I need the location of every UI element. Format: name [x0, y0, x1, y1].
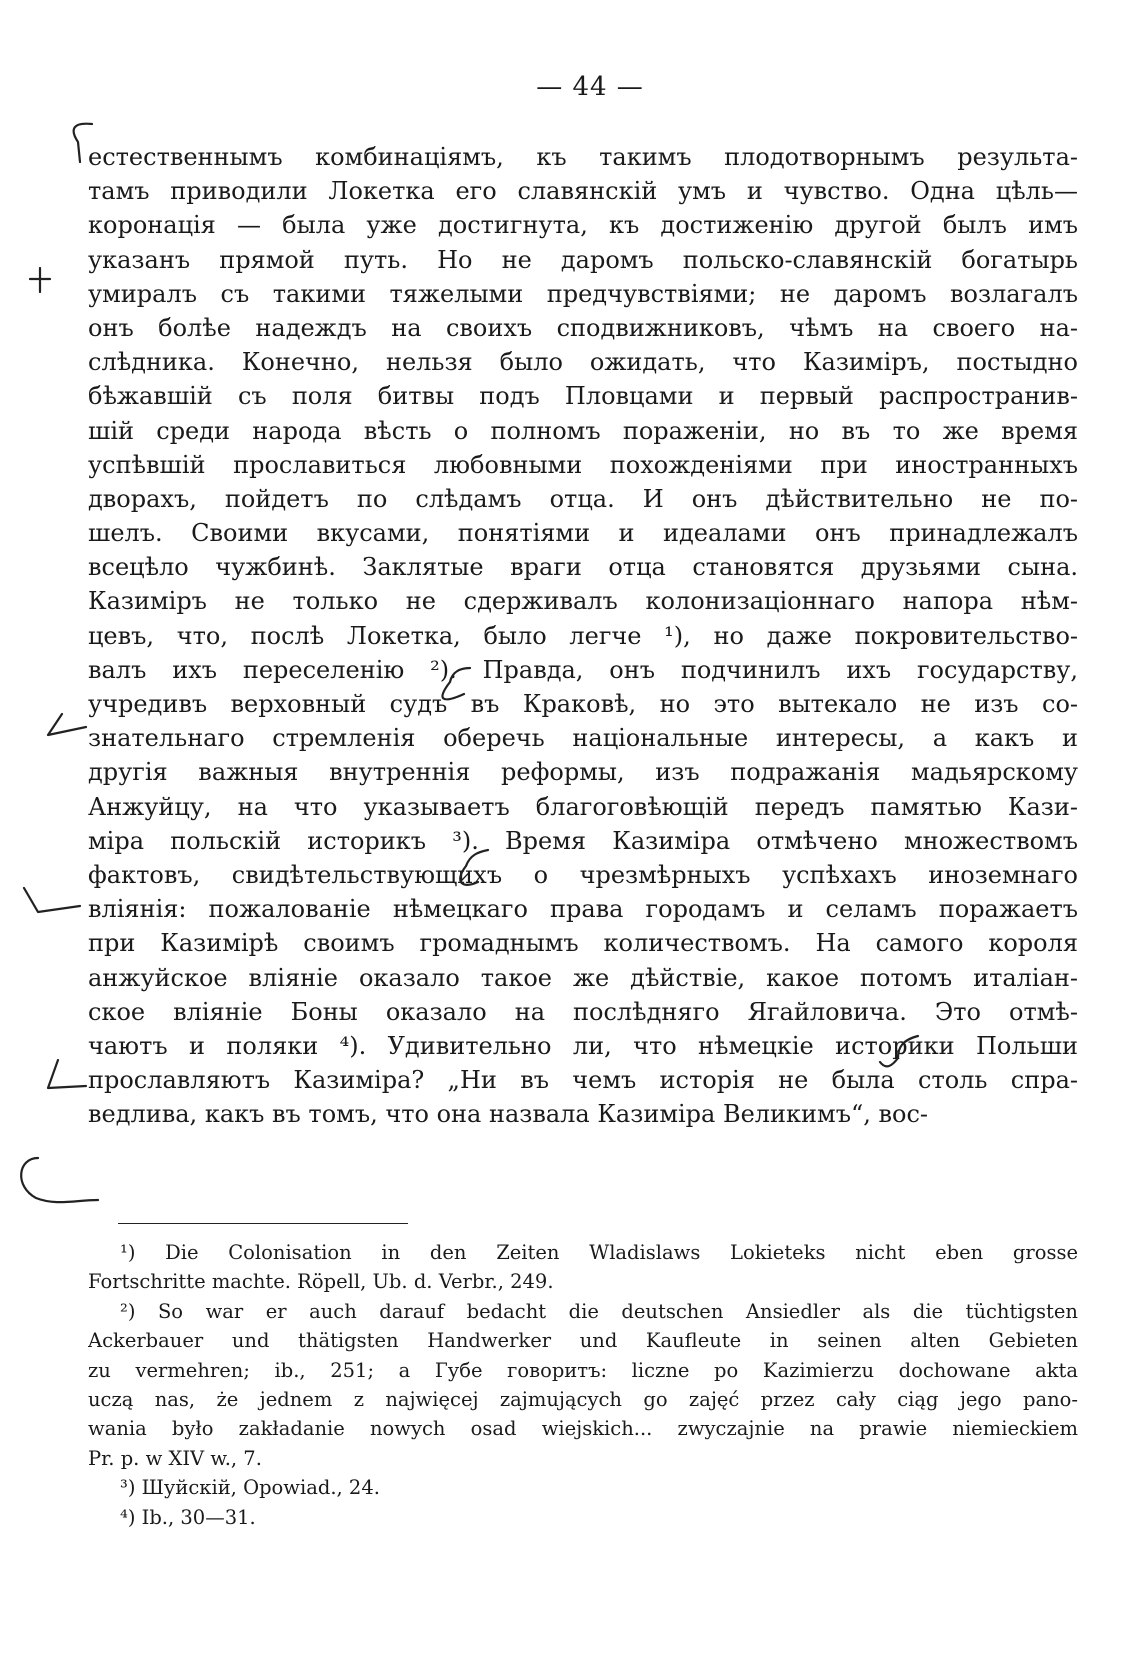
text-line: знательнаго стремленія оберечь національные интересы, а какъ и [88, 724, 1078, 753]
footnote-2: ²) So war er auch darauf bedacht die deutschen Ansiedler als die tüchtigsten [120, 1299, 1078, 1323]
footnote-3: ³) Шуйскій, Opowiad., 24. [120, 1476, 380, 1500]
cross-mark [30, 268, 50, 292]
text-line: онъ болѣе надеждъ на своихъ сподвижниковъ, чѣмъ на своего на- [88, 313, 1078, 342]
text-line: учредивъ верховный судъ въ Краковѣ, но это вытекало не изъ со- [88, 690, 1078, 718]
text-line: Анжуйцу, на что указываетъ благоговѣющій передъ памятью Кази- [88, 792, 1078, 821]
footnote-1-cont: Fortschritte machte. Röpell, Ub. d. Verbr., 249. [88, 1270, 554, 1294]
text-line: Казиміръ не только не сдерживалъ колонизаціоннаго напора нѣм- [88, 587, 1078, 616]
text-line: валъ ихъ переселенію ²). Правда, онъ подчинилъ ихъ государству, [88, 655, 1078, 684]
footnote-2-cont: uczą nas, że jednem z najwięcej zajmujących go zajęć przez cały ciąg jego pano- [88, 1387, 1078, 1411]
bracket-mark-5 [21, 1158, 98, 1202]
text-line: тамъ приводили Локетка его славянскій умъ и чувство. Одна цѣль— [88, 177, 1078, 206]
text-line: при Казимірѣ своимъ громаднымъ количествомъ. На самого короля [88, 929, 1078, 958]
text-line: шелъ. Своими вкусами, понятіями и идеалами онъ принадлежалъ [88, 519, 1078, 548]
page-number: — 44 — [536, 72, 644, 102]
text-line: міра польскій историкъ ³). Время Казиміра отмѣчено множествомъ [88, 826, 1078, 855]
main-text [88, 140, 1078, 1131]
text-line: цевъ, что, послѣ Локетка, было легче ¹), но даже покровительство- [88, 621, 1078, 650]
text-line: коронація — была уже достигнута, къ достиженію другой былъ имъ [88, 211, 1078, 240]
text-line: всецѣло чужбинѣ. Заклятые враги отца становятся друзьями сына. [88, 553, 1078, 582]
footnote-2-cont: Pr. p. w XIV w., 7. [88, 1446, 262, 1470]
text-line: указанъ прямой путь. Но не даромъ польско-славянскій богатырь [88, 245, 1078, 274]
footnote-divider [118, 1223, 408, 1224]
footnote-2-cont: Ackerbauer und thätigsten Handwerker und Kaufleute in seinen alten Gebieten [88, 1329, 1078, 1353]
footnote-2-cont: wania było zakładanie nowych osad wiejskich... zwyczajnie na prawie niemieckiem [88, 1417, 1078, 1441]
text-line: дворахъ, пойдетъ по слѣдамъ отца. И онъ дѣйствительно не по- [88, 484, 1078, 513]
footnote-4: ⁴) Ib., 30—31. [120, 1505, 256, 1529]
text-line: другія важныя внутреннія реформы, изъ подражанія мадьярскому [88, 758, 1078, 787]
footnote-2-cont: zu vermehren; ib., 251; а Губе говоритъ: liczne po Kazimierzu dochowane akta [88, 1358, 1078, 1382]
text-line: чаютъ и поляки ⁴). Удивительно ли, что нѣмецкіе историки Польши [88, 1031, 1078, 1060]
text-line: ское вліяніе Боны оказало на послѣдняго Ягайловича. Это отмѣ- [88, 997, 1078, 1026]
footnotes [88, 1238, 1078, 1532]
text-line: бѣжавшій съ поля битвы подъ Пловцами и первый распространив- [88, 382, 1078, 411]
text-line: слѣдника. Конечно, нельзя было ожидать, что Казиміръ, постыдно [88, 348, 1078, 377]
text-line: вліянія: пожалованіе нѣмецкаго права городамъ и селамъ поражаетъ [88, 895, 1078, 924]
text-line: прославляютъ Казиміра? „Ни въ чемъ исторія не была столь спра- [88, 1066, 1078, 1095]
text-line: фактовъ, свидѣтельствующихъ о чрезмѣрныхъ успѣхахъ иноземнаго [88, 860, 1078, 889]
text-line: ведлива, какъ въ томъ, что она назвала Казиміра Великимъ“, вос- [88, 1100, 929, 1129]
text-line: анжуйское вліяніе оказало такое же дѣйствіе, какое потомъ италіан- [88, 963, 1078, 992]
text-line: умиралъ съ такими тяжелыми предчувствіями; не даромъ возлагалъ [88, 279, 1078, 308]
text-line: успѣвшій прославиться любовными похожденіями при иностранныхъ [88, 450, 1078, 479]
footnote-1: ¹) Die Colonisation in den Zeiten Wladislaws Lokieteks nicht eben grosse [120, 1241, 1078, 1264]
text-line: шій среди народа вѣсть о полномъ пораженіи, но въ то же время [88, 416, 1078, 445]
text-line: естественнымъ комбинаціямъ, къ такимъ плодотворнымъ результа- [88, 143, 1078, 171]
